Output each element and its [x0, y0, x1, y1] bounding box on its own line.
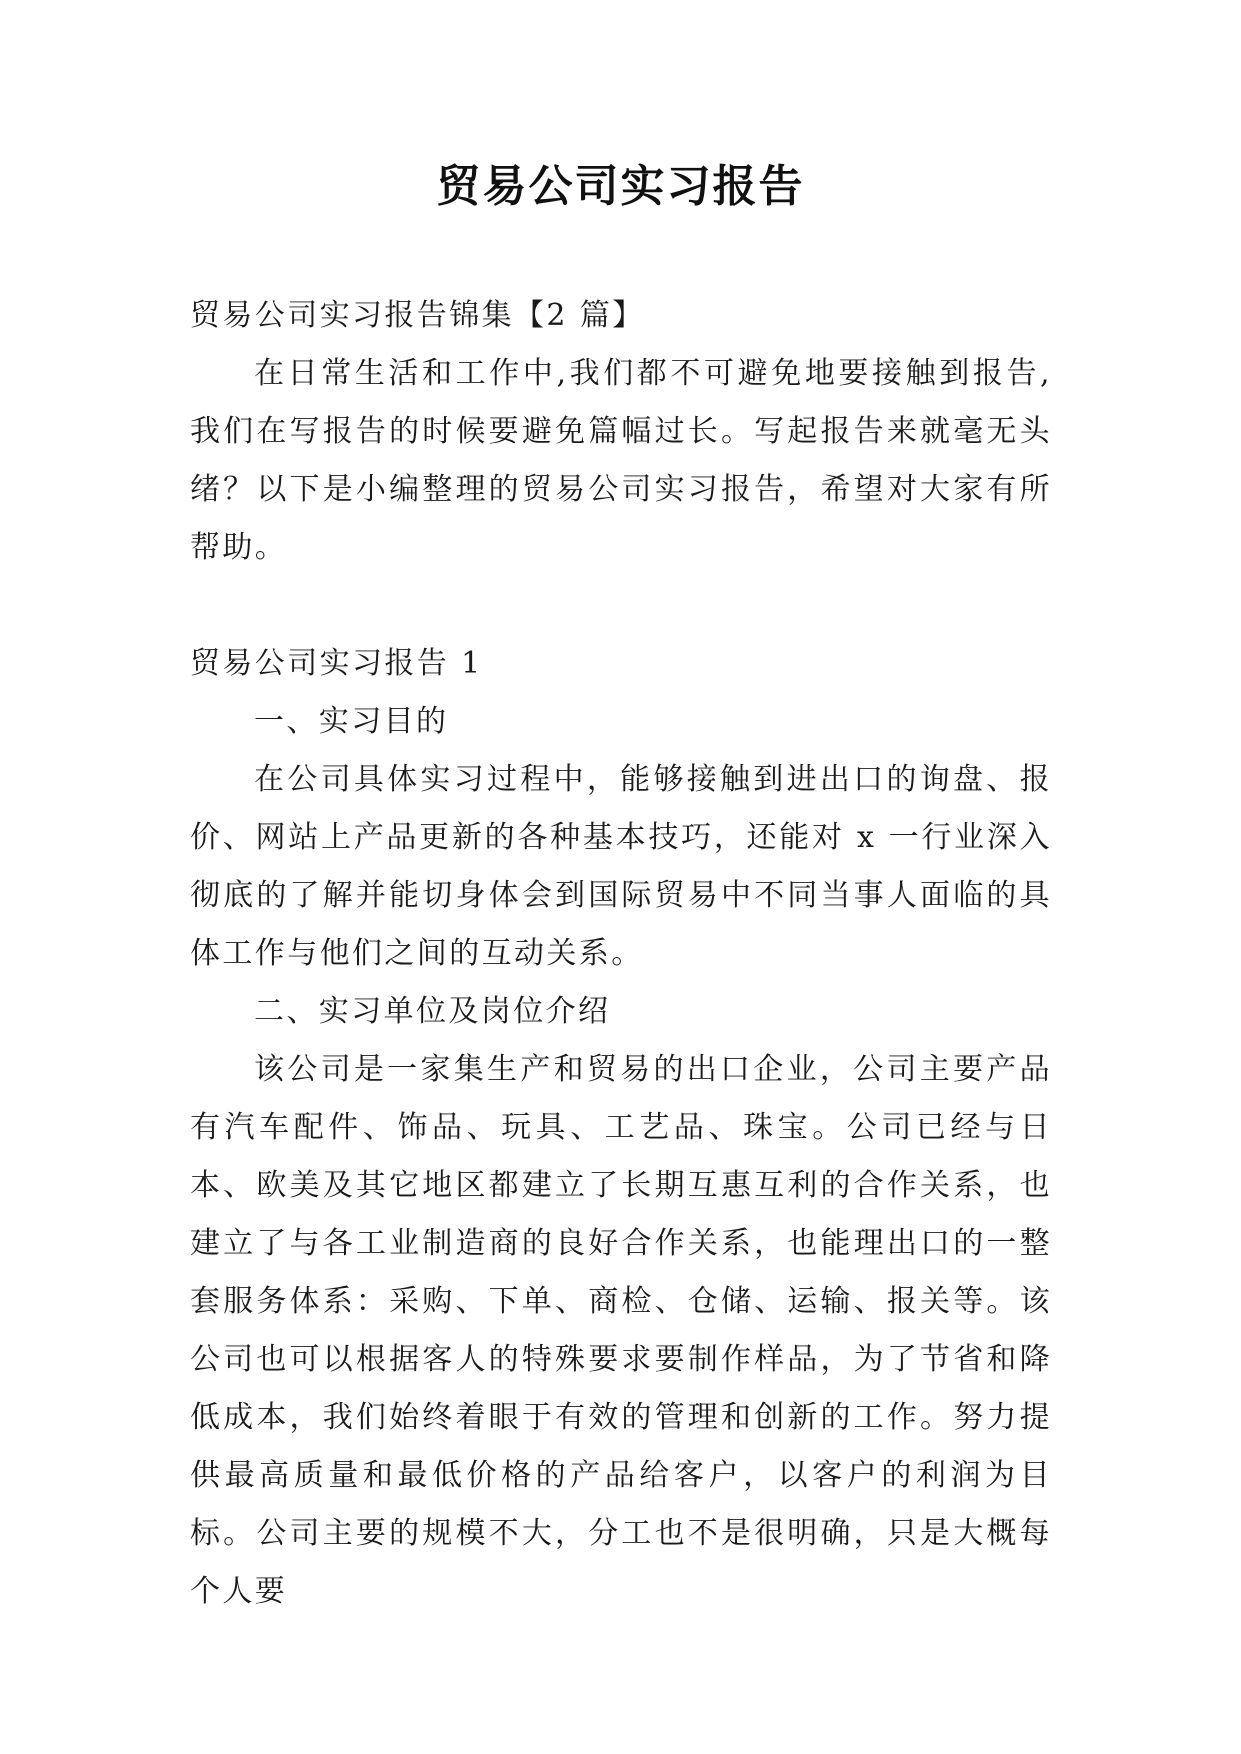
company-paragraph: 该公司是一家集生产和贸易的出口企业，公司主要产品有汽车配件、饰品、玩具、工艺品、珠宝。公司已经与日本、欧美及其它地区都建立了长期互惠互利的合作关系，也建立了与各工业制造商的良好合作关系，也能理出口的一整套服务体系：采购、下单、商检、仓储、运输、报关等。该公司也可以根据客人的特殊要求要制作样品，为了节省和降低成本，我们始终着眼于有效的管理和创新的工作。努力提供最高质量和最低价格的产品给客户，以客户的利润为目标。公司主要的规模不大，分工也不是很明确，只是大概每个人要 — [190, 1052, 1052, 1609]
collection-subtitle: 贸易公司实习报告锦集【2 篇】 — [190, 298, 645, 333]
document-body — [190, 287, 1052, 1621]
paragraph-gap — [190, 577, 1052, 635]
document-title: 贸易公司实习报告 — [436, 161, 805, 212]
section-title: 贸易公司实习报告 1 — [190, 646, 483, 681]
intro-paragraph: 在日常生活和工作中,我们都不可避免地要接触到报告,我们在写报告的时候要避免篇幅过长。写起报告来就毫无头绪？以下是小编整理的贸易公司实习报告，希望对大家有所帮助。 — [190, 356, 1052, 565]
purpose-paragraph: 在公司具体实习过程中，能够接触到进出口的询盘、报价、网站上产品更新的各种基本技巧，还能对 x 一行业深入彻底的了解并能切身体会到国际贸易中不同当事人面临的具体工作与他们之间的互动关系。 — [190, 762, 1052, 971]
heading-purpose: 一、实习目的 — [254, 704, 449, 739]
heading-company: 二、实习单位及岗位介绍 — [254, 994, 611, 1029]
